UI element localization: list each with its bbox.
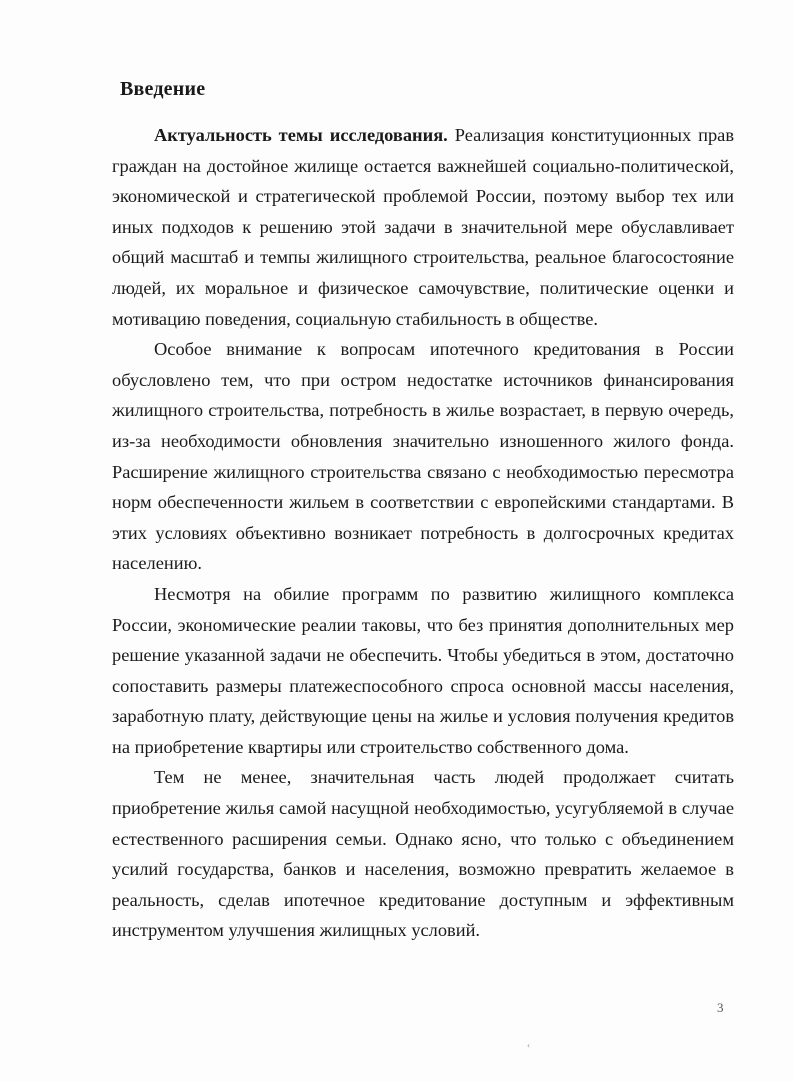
scan-mark: ‹ xyxy=(527,1040,530,1050)
body-text xyxy=(112,120,734,946)
page-number: 3 xyxy=(717,1000,724,1015)
paragraph-conclusion: Тем не менее, значительная часть людей продолжает считать приобретение жилья самой насущной необходимостью, усугубляемой в случае естественного расширения семьи. Однако ясно, что только с объединением усилий государства, банков и населения, возможно превратить желаемое в реальность, сделав ипотечное кредитование доступным и эффективным инструментом улучшения жилищных условий. xyxy=(112,767,734,941)
paragraph-programs: Несмотря на обилие программ по развитию жилищного комплекса России, экономические реалии таковы, что без принятия дополнительных мер решение указанной задачи не обеспечить. Чтобы убедиться в этом, достаточно сопоставить размеры платежеспособного спроса основной массы населения, заработную плату, действующие цены на жилье и условия получения кредитов на приобретение квартиры или строительство собственного дома. xyxy=(112,583,734,757)
lead-in-bold: Актуальность темы исследования. xyxy=(154,125,448,145)
section-heading: Введение xyxy=(120,78,206,100)
paragraph-mortgage-attention: Особое внимание к вопросам ипотечного кредитования в России обусловлено тем, что при остром недостатке источников финансирования жилищного строительства, потребность в жилье возрастает, в первую очередь, из-за необходимости обновления значительно изношенного жилого фонда. Расширение жилищного строительства связано с необходимостью пересмотра норм обеспеченности жильем в соответствии с европейскими стандартами. В этих условиях объективно возникает потребность в долгосрочных кредитах населению. xyxy=(112,339,734,574)
paragraph-text: Реализация конституционных прав граждан на достойное жилище остается важнейшей социально-политической, экономической и стратегической проблемой России, поэтому выбор тех или иных подходов к решению этой задачи в значительной мере обуславливает общий масштаб и темпы жилищного строительства, реальное благосостояние людей, их моральное и физическое самочувствие, политические оценки и мотивацию поведения, социальную стабильность в обществе. xyxy=(112,125,735,329)
paragraph-relevance xyxy=(112,120,734,334)
